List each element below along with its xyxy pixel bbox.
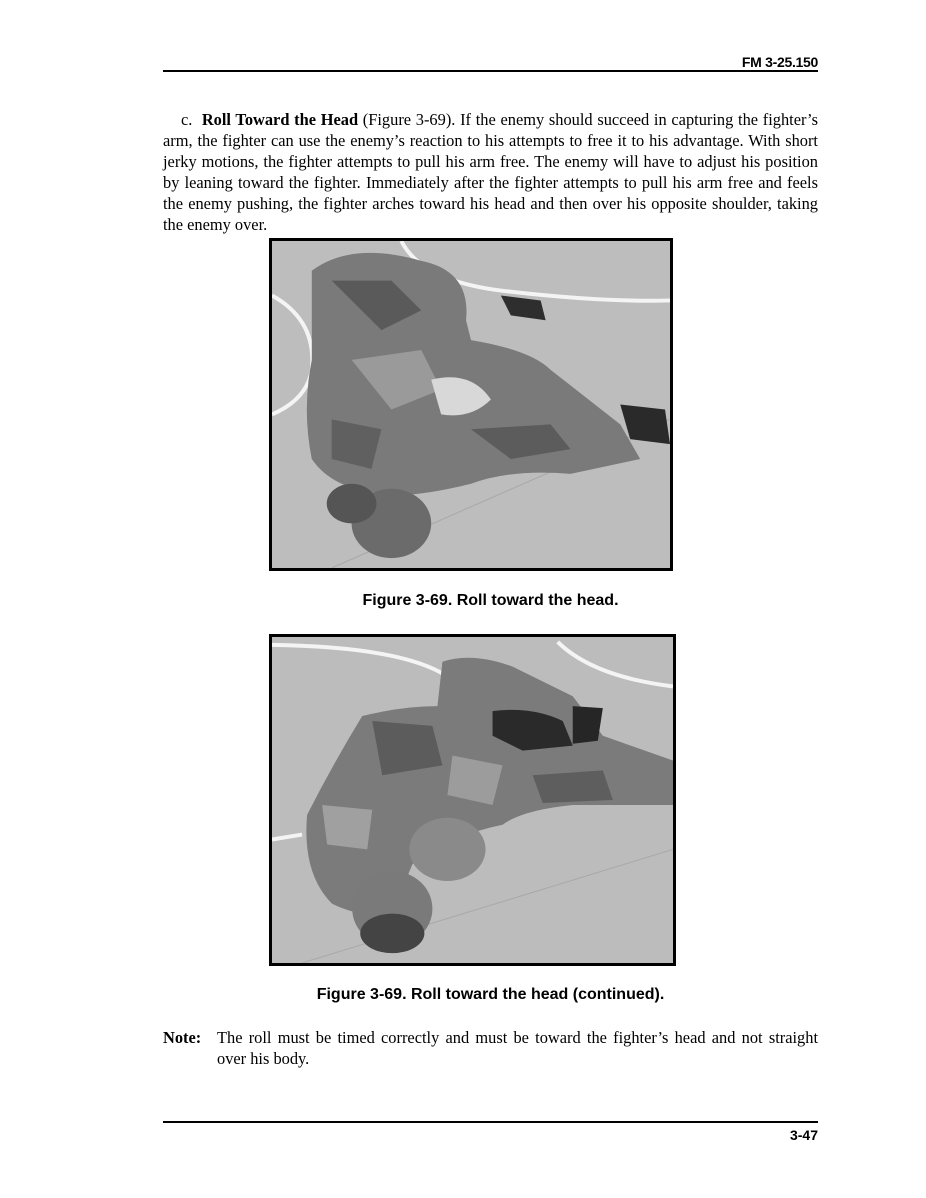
figure-caption-2: Figure 3-69. Roll toward the head (continued). xyxy=(316,986,665,1003)
header-divider xyxy=(163,70,818,72)
figure-caption-1: Figure 3-69. Roll toward the head. xyxy=(362,592,619,609)
note-block xyxy=(163,1027,818,1069)
figure-photo-2 xyxy=(269,634,676,966)
photo-roll-toward-head xyxy=(272,241,670,568)
note-label: Note: xyxy=(163,1028,202,1047)
footer-divider xyxy=(163,1121,818,1123)
section-title: Roll Toward the Head xyxy=(201,110,359,129)
running-header: FM 3-25.150 xyxy=(741,54,818,70)
page-number: 3-47 xyxy=(789,1127,818,1143)
figure-photo-1 xyxy=(269,238,673,571)
photo-roll-toward-head-continued xyxy=(272,637,673,963)
section-paragraph xyxy=(163,109,818,235)
note-text: The roll must be timed correctly and must be toward the fighter’s head and not straight over his body. xyxy=(217,1028,818,1068)
section-body: (Figure 3-69). If the enemy should succeed in capturing the fighter’s arm, the fighter can use the enemy’s reaction to his attempts to free it to his advantage. With short jerky motions, the fighter attempts to pull his arm free. The enemy will have to adjust his position by leaning toward the fighter. Immediately after the fighter attempts to pull his arm free and feels the enemy pushing, the fighter arches toward his head and then over his opposite shoulder, taking the enemy over. xyxy=(163,110,818,234)
section-marker: c. xyxy=(181,110,193,129)
